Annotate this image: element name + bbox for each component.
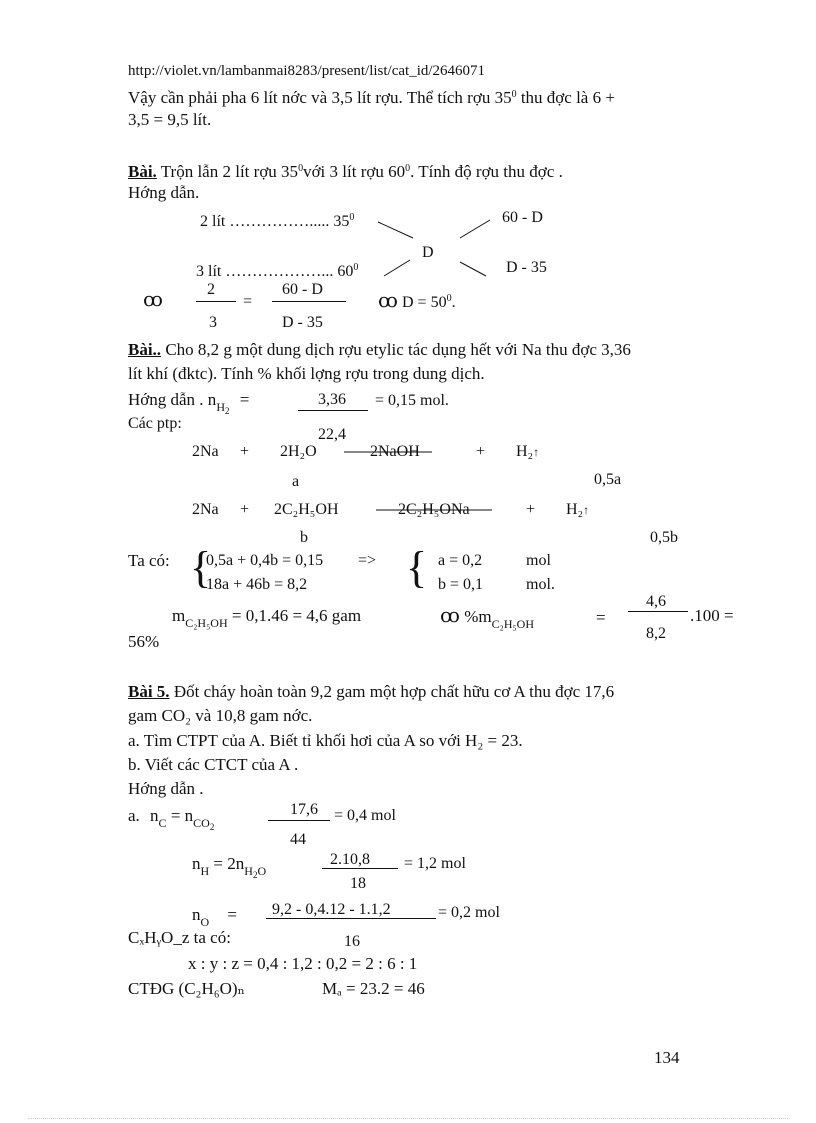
r1-coef-d: 0,5a — [594, 471, 622, 488]
nc-result: = 0,4 mol — [334, 807, 396, 824]
page-footer-divider — [28, 1118, 788, 1119]
r2-plus2: + — [526, 501, 536, 518]
nh-line: $n_H = 2n_{H2O}$ — [192, 854, 267, 880]
formula-line: CₓHᵧO_z ta có: — [128, 928, 231, 947]
no-result: = 0,2 mol — [438, 904, 500, 921]
mix-row-1: 2 lít ……………..... $35^0$ — [200, 212, 355, 230]
n-result: = 0,15 mol. — [375, 392, 449, 409]
r2-ethanol: 2C₂H₅OH — [274, 501, 339, 518]
molar-mass: Mₐ = 23.2 = 46 — [322, 979, 425, 998]
frac-right-den: D - 35 — [282, 314, 323, 331]
r1-na: 2Na — [192, 443, 219, 460]
implies: => — [358, 552, 377, 569]
r1-plus2: + — [476, 443, 486, 460]
ctdg-line: CTĐG (C₂H₆O)ₙ — [128, 979, 245, 998]
intro-line-1: Vậy cần phải pha 6 lít nớc và 3,5 lít rợu. Thể tích rợu $35^0$ thu đợc là 6 + — [128, 88, 615, 107]
r2-na: 2Na — [192, 501, 219, 518]
no-num: 9,2 - 0,4.12 - 1.1,2 — [272, 901, 391, 918]
page-number: 134 — [654, 1048, 680, 1067]
bai5-guide: Hớng dẫn . — [128, 779, 204, 798]
no-line: $n_O$ = — [192, 905, 238, 929]
nc-num: 17,6 — [290, 801, 318, 818]
nc-den: 44 — [290, 831, 306, 848]
equals: = — [243, 293, 253, 310]
mix-right-2: D - 35 — [506, 259, 547, 276]
r1-h2: H₂↑ — [516, 443, 540, 460]
bai-b-guide: Hớng dẫn . $n_{H2}$ = — [128, 390, 250, 416]
mass-ethanol: $m_{C_2H_5OH} = 0,1.46 = 4,6$ gam — [172, 606, 362, 630]
r2-plus: + — [240, 501, 250, 518]
pct-eq: = — [596, 608, 606, 627]
nh-num: 2.10,8 — [330, 851, 370, 868]
pct-tail: .100 = — [690, 606, 734, 625]
ratio-line: x : y : z = 0,4 : 1,2 : 0,2 = 2 : 6 : 1 — [188, 954, 418, 973]
mix-center: D — [422, 244, 434, 261]
no-den: 16 — [344, 933, 360, 950]
therefore-icon: ꝏ — [143, 289, 163, 311]
frac-bar — [268, 820, 330, 821]
r1-naoh: 2NaOH — [370, 443, 420, 460]
bai-b-problem-1: Bài.. Cho 8,2 g một dung dịch rợu etylic tác dụng hết với Na thu đợc 3,36 — [128, 340, 631, 359]
r1-coef-a: a — [292, 473, 300, 490]
frac-bar — [322, 868, 398, 869]
r1-plus: + — [240, 443, 250, 460]
n-den: 22,4 — [318, 426, 346, 443]
r2-h2: H₂↑ — [566, 501, 590, 518]
pct-num: 4,6 — [646, 593, 666, 610]
frac-bar — [298, 410, 368, 411]
mix-right-1: 60 - D — [502, 209, 543, 226]
bai5-question-b: b. Viết các CTCT của A . — [128, 755, 299, 774]
solution-a-unit: mol — [526, 552, 551, 569]
bai5-question-a: a. Tìm CTPT của A. Biết tỉ khối hơi của A so với H₂ = 23. — [128, 731, 523, 750]
exercise-label: Bài.. — [128, 340, 162, 359]
gas-arrow-icon: ↑ — [533, 445, 540, 459]
frac-right-num: 60 - D — [282, 281, 323, 298]
r2-ethoxide: 2C₂H₅ONa — [398, 501, 470, 518]
mix-row-2: 3 lít ………………... $60^0$ — [196, 262, 359, 280]
solution-b: b = 0,1 — [438, 576, 484, 593]
r1-water: 2H₂O — [280, 443, 317, 460]
left-brace: { — [406, 543, 428, 592]
ptp-label: Các ptp: — [128, 415, 182, 432]
bai5-problem-2: gam CO₂ và 10,8 gam nớc. — [128, 706, 313, 725]
r2-coef-b: b — [300, 529, 308, 546]
gas-arrow-icon: ↑ — [583, 503, 590, 517]
r2-coef-d: 0,5b — [650, 529, 678, 546]
frac-bar — [266, 918, 436, 919]
frac-bar — [628, 611, 688, 612]
n-num: 3,36 — [318, 391, 346, 408]
frac-bar — [272, 301, 346, 302]
bai-a-problem: Bài. Trộn lẫn 2 lít rợu $35^0với$ 3 lít rợu $60^0$. Tính độ rợu thu đợc . — [128, 162, 563, 181]
frac-left-num: 2 — [207, 281, 215, 298]
nh-result: = 1,2 mol — [404, 855, 466, 872]
bai5-problem-1: Bài 5. Đốt cháy hoàn toàn 9,2 gam một hợp chất hữu cơ A thu đợc 17,6 — [128, 682, 615, 701]
system-eq-2: 18a + 46b = 8,2 — [206, 576, 308, 593]
solution-b-unit: mol. — [526, 576, 555, 593]
guide-heading: Hớng dẫn. — [128, 183, 200, 202]
source-url: http://violet.vn/lambanmai8283/present/list/cat_id/2646071 — [128, 63, 486, 79]
system-eq-1: 0,5a + 0,4b = 0,15 — [206, 552, 324, 569]
nh-den: 18 — [350, 875, 366, 892]
exercise-label: Bài 5. — [128, 682, 170, 701]
nc-line: a. $n_C = n_{CO2}$ — [128, 806, 215, 832]
intro-line-2: 3,5 = 9,5 lít. — [128, 110, 212, 129]
left-brace: { — [190, 543, 212, 592]
bai-a-result: ꝏ $D = 50^0$. — [378, 290, 456, 312]
taco-label: Ta có: — [128, 551, 170, 570]
solution-a: a = 0,2 — [438, 552, 483, 569]
bai-b-problem-2: lít khí (đktc). Tính % khối lợng rợu trong dung dịch. — [128, 364, 485, 383]
exercise-label: Bài. — [128, 162, 157, 181]
frac-left-den: 3 — [209, 314, 217, 331]
pct-result: 56% — [128, 632, 160, 651]
percent-ethanol: ꝏ $\%m_{C_2H_5OH}$ — [440, 605, 534, 631]
frac-bar — [196, 301, 236, 302]
pct-den: 8,2 — [646, 625, 666, 642]
